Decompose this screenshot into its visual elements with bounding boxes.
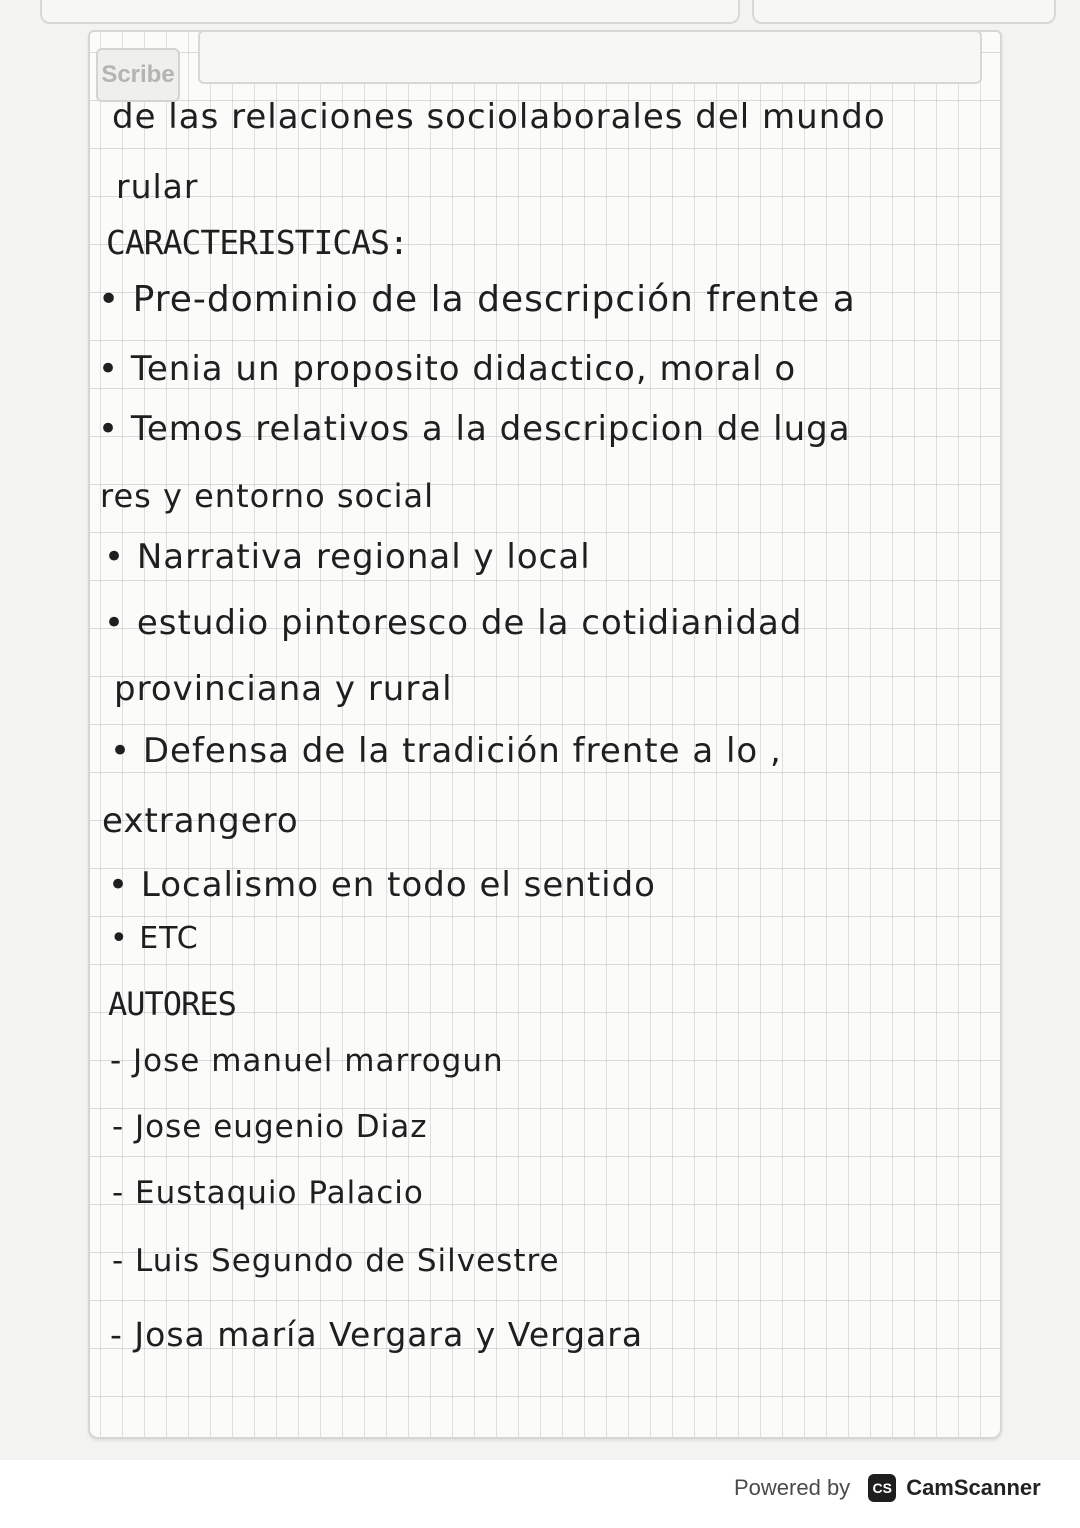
characteristic-line: • Narrativa regional y local [104,537,591,577]
characteristic-line: • Defensa de la tradición frente a lo , [110,731,782,771]
top-edge-tab [752,0,1056,24]
characteristic-line: • ETC [110,921,199,956]
author-line: - Josa maría Vergara y Vergara [110,1315,644,1354]
characteristics-heading: CARACTERISTICAS: [106,223,408,262]
intro-line: rular [116,167,199,206]
characteristic-line: provinciana y rural [114,669,453,709]
characteristic-line: extrangero [102,801,299,841]
scribe-badge: Scribe [96,48,180,102]
camscanner-logo-icon: CS [868,1474,896,1502]
characteristic-line: • estudio pintoresco de la cotidianidad [104,603,803,643]
intro-line: de las relaciones sociolaborales del mundo [112,97,886,137]
powered-by-label: Powered by [734,1475,851,1500]
camscanner-footer [734,1468,1041,1508]
author-line: - Jose eugenio Diaz [112,1109,428,1145]
characteristic-line: • Pre-dominio de la descripción frente a [98,279,856,320]
author-line: - Eustaquio Palacio [112,1175,424,1211]
author-line: - Luis Segundo de Silvestre [112,1243,560,1279]
top-edge-tab [40,0,740,24]
author-line: - Jose manuel marrogun [110,1043,504,1079]
scribe-header-bar [198,30,982,84]
characteristic-line: res y entorno social [100,477,435,515]
authors-heading: AUTORES [108,985,236,1023]
characteristic-line: • Localismo en todo el sentido [108,865,656,905]
characteristic-line: • Tenia un proposito didactico, moral o [98,349,797,389]
characteristic-line: • Temos relativos a la descripcion de luga [98,409,851,449]
camscanner-brand: CamScanner [906,1475,1041,1500]
